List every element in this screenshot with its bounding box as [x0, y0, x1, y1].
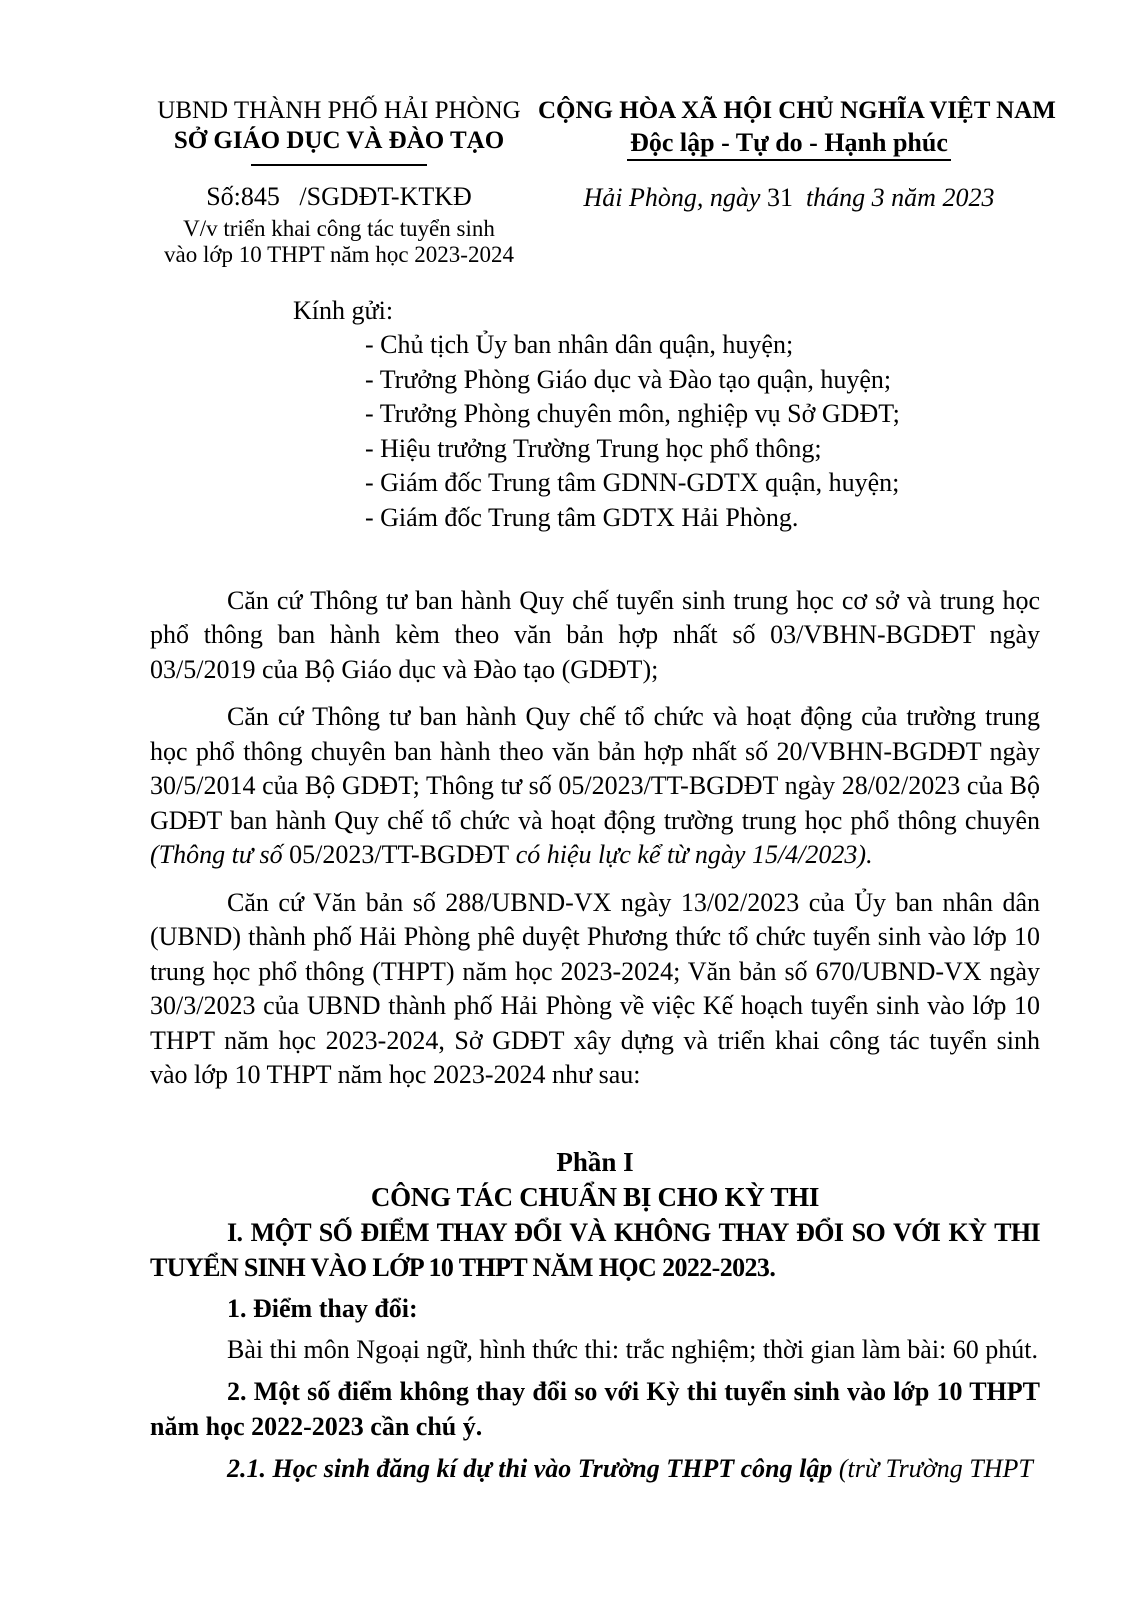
doc-subject-line-2: vào lớp 10 THPT năm học 2023-2024 — [164, 242, 514, 267]
item-2-1-lead — [150, 1451, 1040, 1487]
recipients-block — [150, 294, 1040, 536]
recipient-item: - Giám đốc Trung tâm GDTX Hải Phòng. — [365, 502, 799, 532]
doc-subject — [150, 216, 528, 268]
text-run: (Thông tư số — [150, 840, 290, 870]
recipient-item: - Giám đốc Trung tâm GDNN-GDTX quận, huyện; — [365, 468, 900, 498]
date-run: tháng 3 năm 2023 — [792, 183, 995, 212]
paragraph-legal-basis-1: Căn cứ Thông tư ban hành Quy chế tuyển sinh trung học cơ sở và trung học phổ thông ban hành kèm theo văn bản hợp nhất số 03/VBHN-BGDĐT ngày 03/5/2019 của Bộ Giáo dục và Đào tạo (GDĐT); — [150, 585, 1047, 684]
date-run: Hải Phòng, ngày — [583, 183, 767, 212]
paragraph-legal-basis-3: Căn cứ Văn bản số 288/UBND-VX ngày 13/02/2023 của Ủy ban nhân dân (UBND) thành phố Hải Phòng phê duyệt Phương thức tổ chức tuyển sinh vào lớp 10 trung học phổ thông (THPT) năm học 2023-2024; Văn bản số 670/UBND-VX ngày 30/3/2023 của UBND thành phố Hải Phòng về việc Kế hoạch tuyển sinh vào lớp 10 THPT năm học 2023-2024, Sở GDĐT xây dựng và triển khai công tác tuyển sinh vào lớp 10 THPT năm học 2023-2024 như sau: — [150, 887, 1047, 1090]
org-parent-name: UBND THÀNH PHỐ HẢI PHÒNG — [157, 97, 521, 124]
date-line — [538, 183, 1040, 213]
doc-number: Số:845 /SGDĐT-KTKĐ — [206, 182, 472, 211]
org-name: SỞ GIÁO DỤC VÀ ĐÀO TẠO — [173, 127, 505, 154]
text-run: 2.1. Học sinh đăng kí dự thi vào Trường THPT công lập — [227, 1453, 839, 1483]
national-motto-wrap — [538, 127, 1040, 161]
item-1-text: Bài thi môn Ngoại ngữ, hình thức thi: trắc nghiệm; thời gian làm bài: 60 phút. — [227, 1335, 1038, 1365]
section-heading-1: I. MỘT SỐ ĐIỂM THAY ĐỔI VÀ KHÔNG THAY ĐỔI SO VỚI KỲ THI TUYỂN SINH VÀO LỚP 10 THPT NĂM HỌC 2022-2023. — [150, 1217, 1046, 1282]
issuing-org-block — [150, 96, 528, 268]
text-run: có hiệu lực kể từ ngày 15/4/2023). — [509, 840, 873, 870]
recipient-item: - Hiệu trưởng Trường Trung học phổ thông; — [365, 433, 822, 463]
text-run: Căn cứ Thông tư ban hành Quy chế tổ chức và hoạt động của trường trung học phổ thông chuyên ban hành theo văn bản hợp nhất số 20/VBHN-BGDĐT ngày 30/5/2014 của Bộ GDĐT; Thông tư số 05/2023/TT-BGDĐT ngày 28/02/2023 của Bộ GDĐT ban hành Quy chế tổ chức và hoạt động trường trung học phổ thông chuyên — [150, 702, 1047, 835]
item-2-title: 2. Một số điểm không thay đổi so với Kỳ thi tuyển sinh vào lớp 10 THPT năm học 2022-2023 cần chú ý. — [150, 1376, 1047, 1442]
text-run: (trừ Trường THPT — [838, 1453, 1033, 1483]
part-title: Phần I — [556, 1146, 634, 1177]
paragraph-legal-basis-2 — [150, 700, 1047, 873]
recipient-item: - Trưởng Phòng chuyên môn, nghiệp vụ Sở GDĐT; — [365, 399, 900, 429]
document-header — [150, 96, 1056, 268]
date-day-number: 31 — [766, 183, 793, 212]
item-1-title: 1. Điểm thay đổi: — [227, 1293, 418, 1323]
national-motto: Độc lập - Tự do - Hạnh phúc — [627, 127, 951, 161]
text-run: 05/2023/TT-BGDĐT — [289, 840, 510, 870]
country-title: CỘNG HÒA XÃ HỘI CHỦ NGHĨA VIỆT NAM — [538, 97, 1056, 124]
org-underline — [251, 164, 427, 166]
doc-subject-line-1: V/v triển khai công tác tuyển sinh — [183, 216, 495, 241]
part-subtitle: CÔNG TÁC CHUẨN BỊ CHO KỲ THI — [370, 1181, 820, 1212]
national-header-block — [538, 96, 1056, 213]
recipient-item: - Chủ tịch Ủy ban nhân dân quận, huyện; — [365, 330, 794, 359]
recipient-item: - Trưởng Phòng Giáo dục và Đào tạo quận, huyện; — [365, 364, 892, 394]
recipients-list — [365, 328, 1040, 536]
recipients-label: Kính gửi: — [293, 296, 394, 325]
